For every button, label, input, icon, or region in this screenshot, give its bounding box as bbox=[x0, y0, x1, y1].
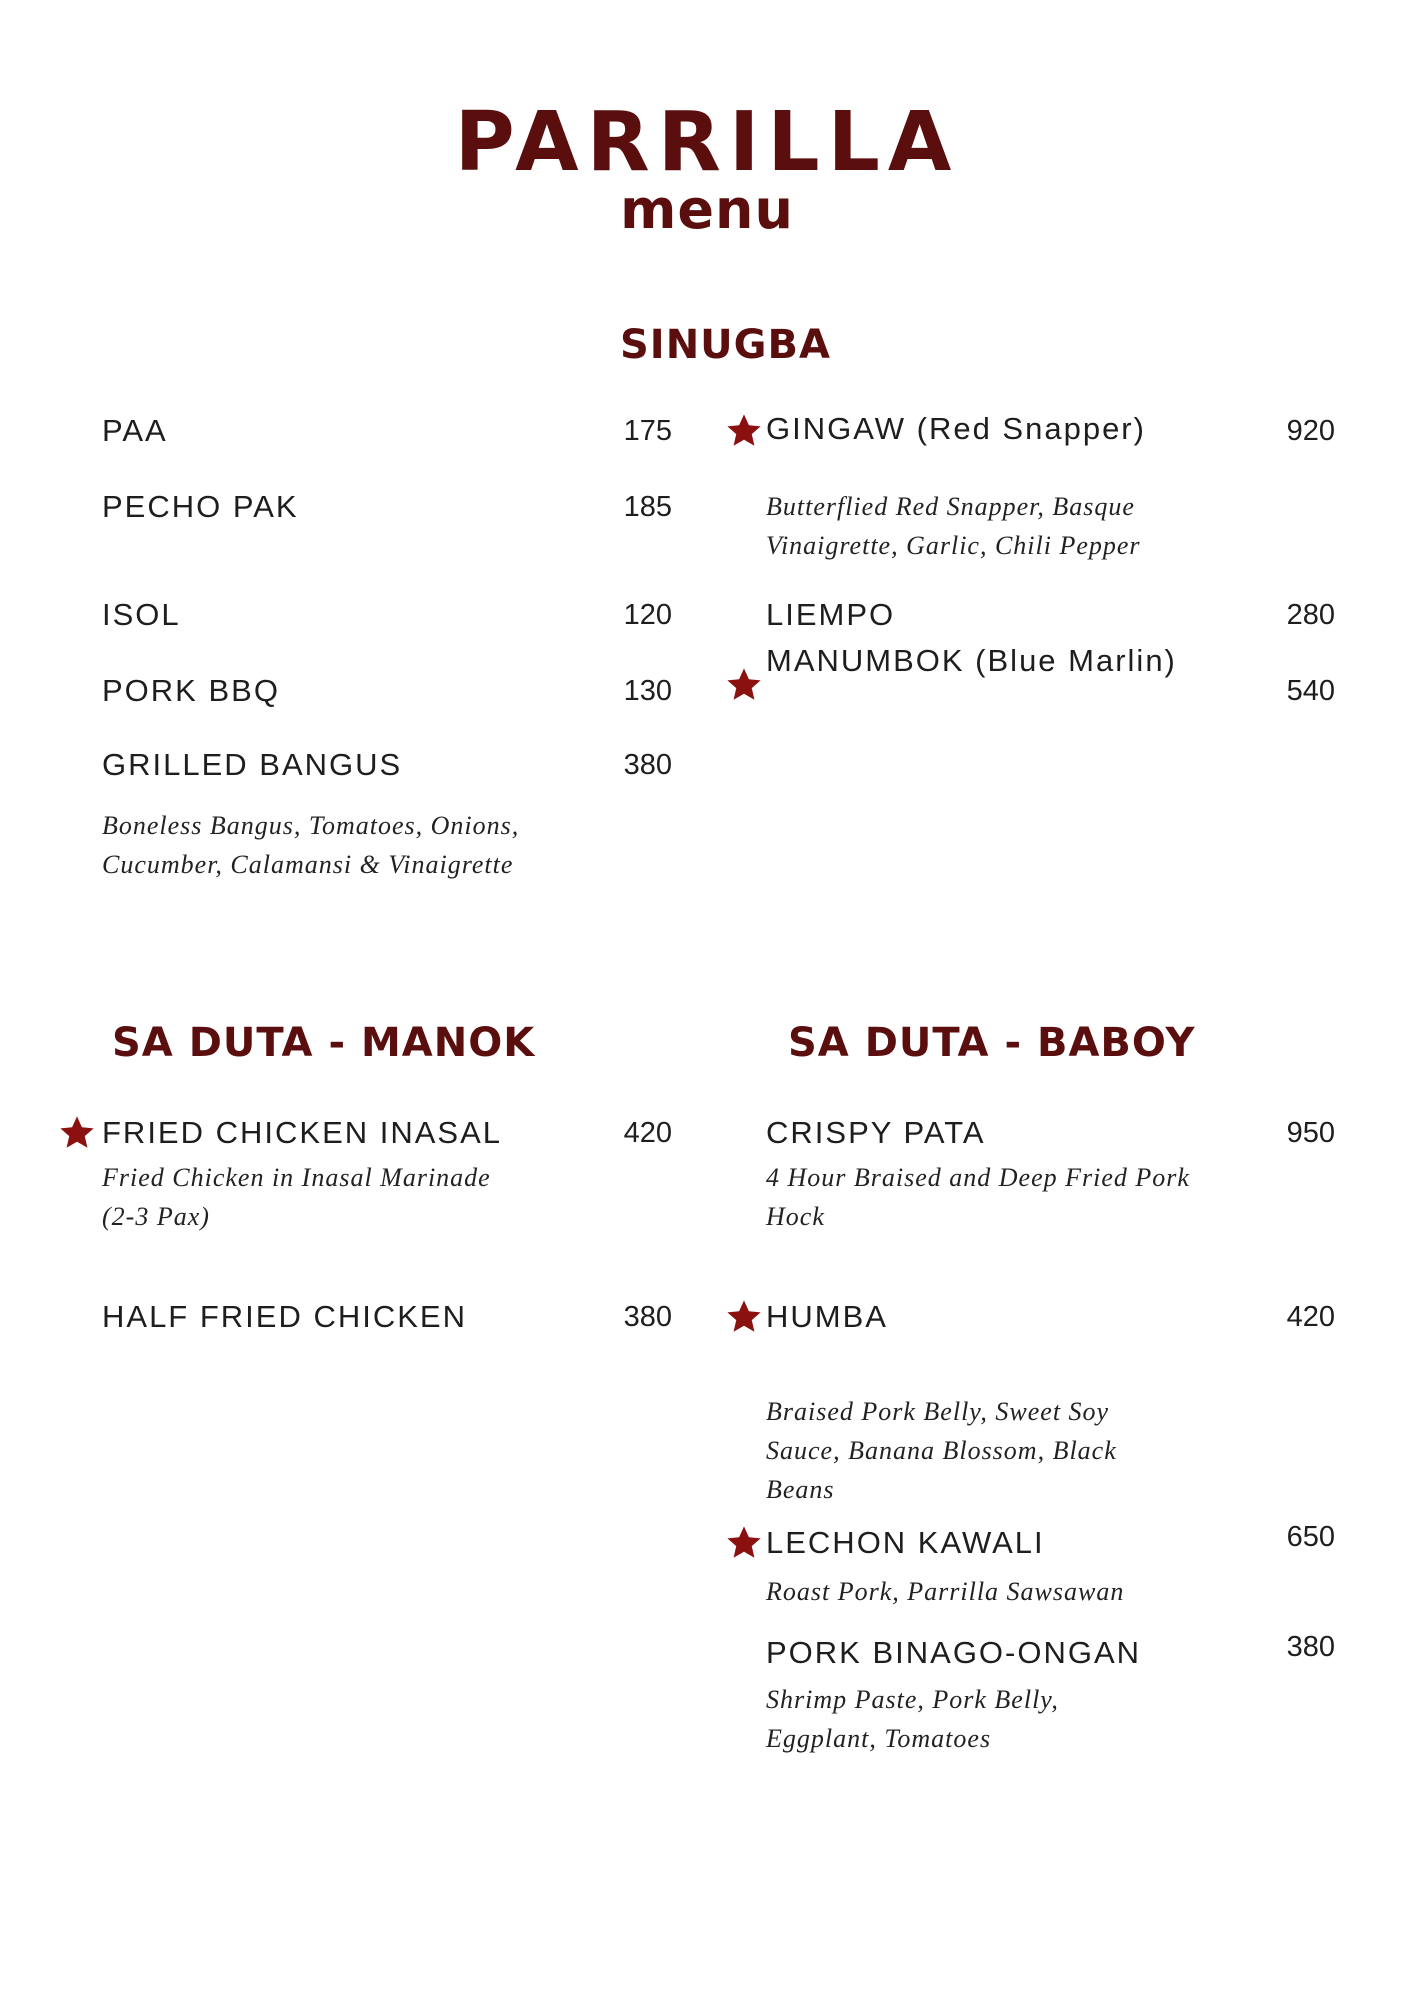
item-price-grilled-bangus: 380 bbox=[623, 749, 672, 781]
item-desc-fried-chicken-inasal: Fried Chicken in Inasal Marinade (2-3 Pax) bbox=[102, 1163, 491, 1231]
item-desc-lechon-kawali: Roast Pork, Parrilla Sawsawan bbox=[766, 1577, 1125, 1606]
menu-title: PARRILLA bbox=[454, 95, 960, 190]
item-price-gingaw: 920 bbox=[1286, 415, 1335, 447]
menu-subtitle: menu bbox=[620, 178, 794, 241]
section-title-manok: SA DUTA - MANOK bbox=[112, 1020, 536, 1066]
item-name-pecho-pak: PECHO PAK bbox=[102, 489, 299, 524]
star-icon bbox=[725, 1298, 763, 1336]
item-desc-grilled-bangus: Boneless Bangus, Tomatoes, Onions, Cucumber, Calamansi & Vinaigrette bbox=[102, 811, 520, 879]
item-desc-pork-binago-ongan: Shrimp Paste, Pork Belly, Eggplant, Tomatoes bbox=[766, 1685, 1059, 1753]
item-name-liempo: LIEMPO bbox=[766, 597, 896, 632]
item-name-pork-bbq: PORK BBQ bbox=[102, 673, 280, 708]
item-price-fried-chicken-inasal: 420 bbox=[623, 1117, 672, 1149]
item-name-half-fried-chicken: HALF FRIED CHICKEN bbox=[102, 1299, 467, 1334]
item-price-manumbok: 540 bbox=[1286, 675, 1335, 707]
item-name-gingaw: GINGAW (Red Snapper) bbox=[766, 411, 1146, 446]
item-price-half-fried-chicken: 380 bbox=[623, 1301, 672, 1333]
star-icon bbox=[725, 666, 763, 704]
item-price-paa: 175 bbox=[623, 415, 672, 447]
item-price-humba: 420 bbox=[1286, 1301, 1335, 1333]
item-name-paa: PAA bbox=[102, 413, 168, 448]
item-price-pecho-pak: 185 bbox=[623, 491, 672, 523]
item-name-grilled-bangus: GRILLED BANGUS bbox=[102, 747, 403, 782]
star-icon bbox=[725, 412, 763, 450]
item-name-pork-binago-ongan: PORK BINAGO-ONGAN bbox=[766, 1635, 1142, 1670]
item-name-fried-chicken-inasal: FRIED CHICKEN INASAL bbox=[102, 1115, 503, 1150]
item-price-pork-bbq: 130 bbox=[623, 675, 672, 707]
item-desc-gingaw: Butterflied Red Snapper, Basque Vinaigrette, Garlic, Chili Pepper bbox=[766, 492, 1141, 560]
section-title-sinugba: SINUGBA bbox=[620, 322, 831, 368]
item-name-crispy-pata: CRISPY PATA bbox=[766, 1115, 986, 1150]
item-price-liempo: 280 bbox=[1286, 599, 1335, 631]
item-desc-crispy-pata: 4 Hour Braised and Deep Fried Pork Hock bbox=[766, 1163, 1190, 1231]
section-title-baboy: SA DUTA - BABOY bbox=[788, 1020, 1196, 1066]
item-price-isol: 120 bbox=[623, 599, 672, 631]
item-price-crispy-pata: 950 bbox=[1286, 1117, 1335, 1149]
item-desc-humba: Braised Pork Belly, Sweet Soy Sauce, Banana Blossom, Black Beans bbox=[766, 1397, 1117, 1504]
item-price-lechon-kawali: 650 bbox=[1286, 1521, 1335, 1553]
item-name-humba: HUMBA bbox=[766, 1299, 888, 1334]
item-name-isol: ISOL bbox=[102, 597, 181, 632]
item-name-manumbok: MANUMBOK (Blue Marlin) bbox=[766, 643, 1177, 678]
item-name-lechon-kawali: LECHON KAWALI bbox=[766, 1525, 1045, 1560]
item-price-pork-binago-ongan: 380 bbox=[1286, 1631, 1335, 1663]
star-icon bbox=[725, 1524, 763, 1562]
star-icon bbox=[58, 1114, 96, 1152]
